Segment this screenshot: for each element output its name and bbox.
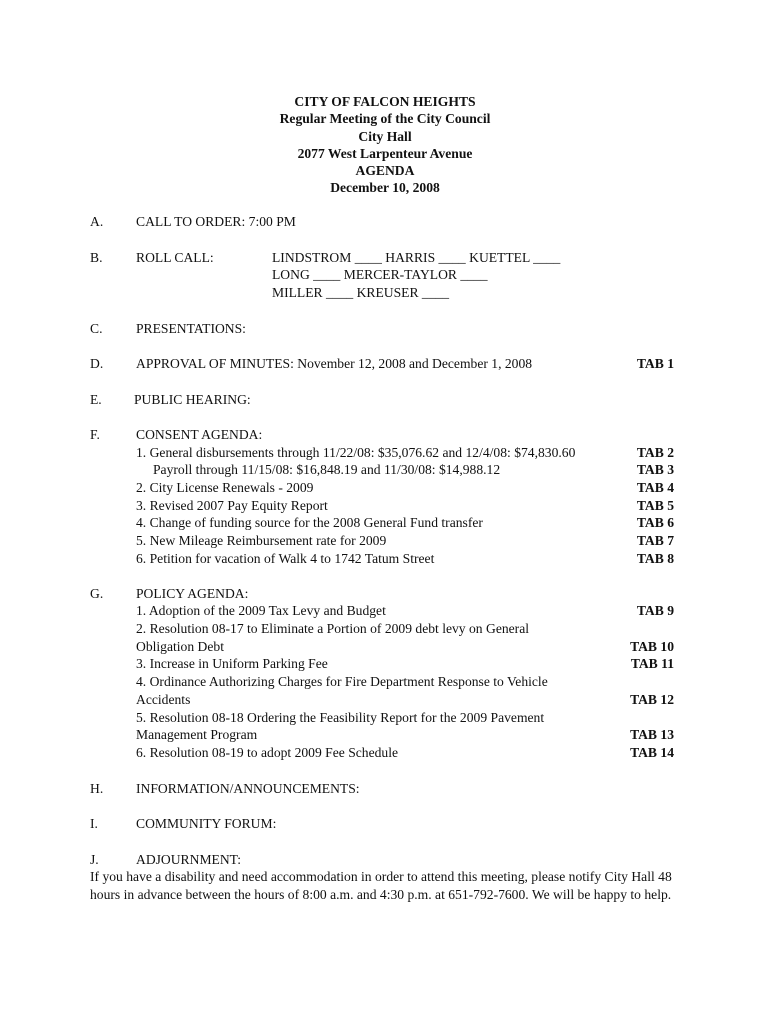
item-text: 5. New Mileage Reimbursement rate for 2009 — [136, 533, 387, 548]
section-letter: J. — [90, 852, 99, 867]
tab-reference: TAB 9 — [636, 603, 674, 618]
tab-reference: TAB 5 — [636, 498, 674, 513]
city-name: CITY OF FALCON HEIGHTS — [294, 94, 476, 109]
tab-reference: TAB 13 — [630, 727, 674, 742]
policy-item — [0, 655, 770, 673]
policy-item — [0, 620, 770, 638]
section-label: ADJOURNMENT: — [136, 852, 242, 867]
section-letter: B. — [90, 250, 103, 265]
tab-reference: TAB 3 — [636, 462, 674, 477]
section-label: CONSENT AGENDA: — [136, 427, 263, 442]
section-label: ROLL CALL: — [136, 250, 214, 265]
section-i — [0, 815, 770, 833]
item-text: 5. Resolution 08-18 Ordering the Feasibility Report for the 2009 Pavement — [136, 710, 545, 725]
policy-item — [0, 744, 770, 762]
consent-item — [0, 444, 770, 462]
policy-item — [0, 638, 770, 656]
roll-call-line: MILLER ____ KREUSER ____ — [272, 285, 450, 300]
consent-item — [0, 479, 770, 497]
policy-item — [0, 726, 770, 744]
item-text: Management Program — [136, 727, 258, 742]
item-text: 6. Resolution 08-19 to adopt 2009 Fee Schedule — [136, 745, 399, 760]
policy-item — [0, 709, 770, 727]
item-text: 3. Increase in Uniform Parking Fee — [136, 656, 328, 671]
section-letter: D. — [90, 356, 104, 371]
item-text: 4. Ordinance Authorizing Charges for Fire Department Response to Vehicle — [136, 674, 548, 689]
section-f — [0, 426, 770, 444]
item-text: Obligation Debt — [136, 639, 224, 654]
tab-reference: TAB 1 — [636, 356, 674, 371]
item-text: Accidents — [136, 692, 191, 707]
section-label: PRESENTATIONS: — [136, 321, 246, 336]
item-text: 6. Petition for vacation of Walk 4 to 1742 Tatum Street — [136, 551, 435, 566]
tab-reference: TAB 8 — [636, 551, 674, 566]
document-title: AGENDA — [355, 163, 415, 179]
consent-item — [0, 550, 770, 568]
accessibility-notice: If you have a disability and need accommodation in order to attend this meeting, please notify City Hall 48 hours in advance between the hours of 8:00 a.m. and 4:30 p.m. at 651-792-7600. We will be happy to help. — [90, 869, 672, 902]
section-letter: C. — [90, 321, 103, 336]
item-text: 2. Resolution 08-17 to Eliminate a Portion of 2009 debt levy on General — [136, 621, 530, 636]
section-b — [0, 249, 770, 267]
tab-reference: TAB 11 — [630, 656, 674, 671]
meeting-address: 2077 West Larpenteur Avenue — [297, 145, 473, 161]
section-label: INFORMATION/ANNOUNCEMENTS: — [136, 781, 360, 796]
section-h — [0, 780, 770, 798]
meeting-type: Regular Meeting of the City Council — [279, 111, 491, 127]
policy-item — [0, 673, 770, 691]
policy-item — [0, 602, 770, 620]
section-letter: I. — [90, 816, 98, 831]
section-letter: A. — [90, 214, 104, 229]
roll-call-row — [0, 266, 770, 284]
section-letter: G. — [90, 586, 104, 601]
item-text: 1. Adoption of the 2009 Tax Levy and Budget — [136, 603, 386, 618]
tab-reference: TAB 6 — [636, 515, 674, 530]
meeting-date: December 10, 2008 — [330, 180, 440, 196]
roll-call-line: LONG ____ MERCER-TAYLOR ____ — [272, 267, 488, 282]
section-label: PUBLIC HEARING: — [134, 392, 251, 407]
section-d — [0, 355, 770, 373]
item-text: 2. City License Renewals - 2009 — [136, 480, 314, 495]
section-c — [0, 320, 770, 338]
tab-reference: TAB 14 — [630, 745, 674, 760]
item-text: 3. Revised 2007 Pay Equity Report — [136, 498, 328, 513]
tab-reference: TAB 2 — [636, 445, 674, 460]
consent-item — [0, 461, 770, 479]
section-letter: F. — [90, 427, 100, 442]
roll-call-line: LINDSTROM ____ HARRIS ____ KUETTEL ____ — [272, 250, 561, 265]
section-label: APPROVAL OF MINUTES: November 12, 2008 and December 1, 2008 — [136, 356, 533, 371]
section-g — [0, 585, 770, 603]
item-text: 1. General disbursements through 11/22/08: $35,076.62 and 12/4/08: $74,830.60 — [136, 445, 576, 460]
section-letter: H. — [90, 781, 104, 796]
section-letter: E. — [90, 392, 102, 407]
tab-reference: TAB 12 — [630, 692, 674, 707]
consent-item — [0, 497, 770, 515]
item-text: Payroll through 11/15/08: $16,848.19 and 11/30/08: $14,988.12 — [153, 462, 501, 477]
section-label: POLICY AGENDA: — [136, 586, 249, 601]
item-text: 4. Change of funding source for the 2008 General Fund transfer — [136, 515, 483, 530]
consent-item — [0, 514, 770, 532]
tab-reference: TAB 7 — [636, 533, 674, 548]
tab-reference: TAB 10 — [630, 639, 674, 654]
section-a — [0, 213, 770, 231]
policy-item — [0, 691, 770, 709]
section-label: COMMUNITY FORUM: — [136, 816, 277, 831]
agenda-header — [0, 93, 770, 197]
roll-call-row — [0, 284, 770, 302]
section-e — [0, 391, 770, 409]
section-j — [0, 851, 770, 869]
tab-reference: TAB 4 — [636, 480, 674, 495]
meeting-venue: City Hall — [358, 128, 412, 144]
consent-item — [0, 532, 770, 550]
section-label: CALL TO ORDER: 7:00 PM — [136, 214, 296, 229]
